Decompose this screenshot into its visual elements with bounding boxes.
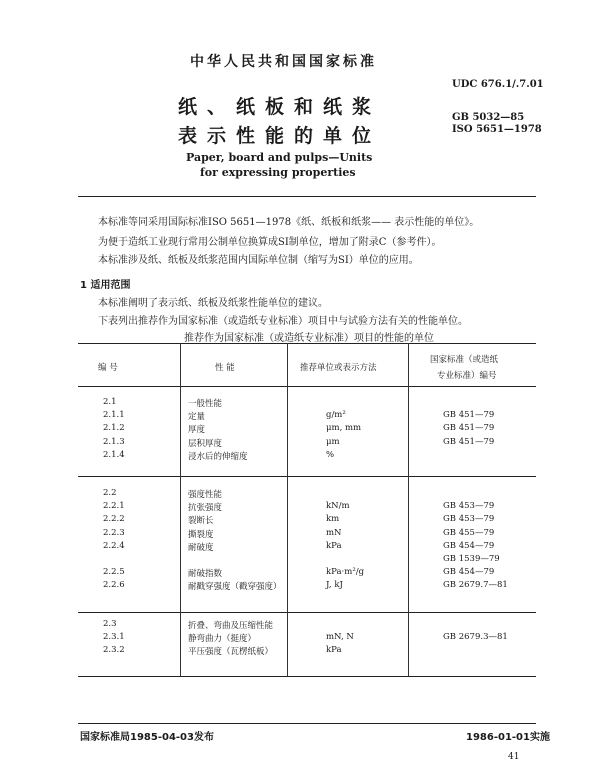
intro-para-3: 本标准涉及纸、纸板及纸浆范围内国际单位制（缩写为SI）单位的应用。 xyxy=(98,255,419,266)
cell-code: 2.1 xyxy=(103,397,117,407)
cell-unit: kPa xyxy=(326,540,342,551)
cell-property: 耐戳穿强度（戳穿强度） xyxy=(188,582,282,593)
cell-code: 2.2.1 xyxy=(103,501,125,512)
cell-standard: GB 451—79 xyxy=(443,410,495,421)
title-line-2: 表示性能的单位 xyxy=(178,125,382,147)
intro-para-2: 为便于造纸工业现行常用公制单位换算成SI制单位，增加了附录C（参考件）。 xyxy=(98,237,442,248)
cell-property: 抗张强度 xyxy=(188,503,223,514)
cell-property: 折叠、弯曲及压缩性能 xyxy=(188,621,274,631)
cell-code: 2.3.1 xyxy=(103,632,125,643)
cell-unit: kPa xyxy=(326,645,342,656)
cell-standard: GB 451—79 xyxy=(443,423,495,434)
header-standard-line-1: 国家标准（或造纸 xyxy=(430,355,499,365)
cell-unit: mN xyxy=(326,527,342,538)
cell-property: 层积厚度 xyxy=(188,438,223,449)
cell-property: 耐破度 xyxy=(188,542,214,553)
cell-property: 浸水后的伸缩度 xyxy=(188,451,248,462)
table-caption: 推荐作为国家标准（或造纸专业标准）项目的性能的单位 xyxy=(184,333,434,344)
cell-standard: GB 1539—79 xyxy=(443,554,500,564)
cell-property: 强度性能 xyxy=(188,490,223,500)
page-number: 41 xyxy=(508,752,520,762)
cell-standard: GB 454—79 xyxy=(443,540,495,551)
section-1-para-1: 本标准阐明了表示纸、纸板及纸浆性能单位的建议。 xyxy=(98,298,328,309)
national-standard-label: 中华人民共和国国家标准 xyxy=(190,54,377,70)
cell-unit: kN/m xyxy=(326,501,350,512)
table-col-divider-2 xyxy=(287,343,288,676)
cell-code: 2.3 xyxy=(103,619,117,629)
header-unit: 推荐单位或表示方法 xyxy=(300,363,377,373)
intro-para-1: 本标准等同采用国际标准ISO 5651—1978《纸、纸板和纸浆—— 表示性能的单位》。 xyxy=(98,217,480,228)
cell-unit: μm xyxy=(326,436,340,447)
header-standard-line-2: 专业标准）编号 xyxy=(437,371,497,381)
cell-unit: kPa·m²/g xyxy=(326,567,365,578)
cell-unit: mN, N xyxy=(326,632,354,643)
effective-date: 1986-01-01实施 xyxy=(466,732,550,743)
cell-unit: g/m² xyxy=(326,410,346,421)
cell-standard: GB 2679.3—81 xyxy=(443,632,508,643)
footer-divider xyxy=(78,723,536,724)
cell-property: 裂断长 xyxy=(188,516,214,527)
table-bottom-rule xyxy=(78,676,536,677)
gb-number: GB 5032—85 xyxy=(452,112,525,123)
cell-standard: GB 451—79 xyxy=(443,436,495,447)
cell-code: 2.2.2 xyxy=(103,514,125,525)
table-col-divider-1 xyxy=(180,343,181,676)
table-col-divider-3 xyxy=(408,343,409,676)
cell-property: 一般性能 xyxy=(188,399,223,409)
iso-number: ISO 5651—1978 xyxy=(452,124,542,135)
table-group-rule-2 xyxy=(78,612,536,613)
cell-property: 撕裂度 xyxy=(188,529,214,540)
udc-code: UDC 676.1/.7.01 xyxy=(452,79,544,90)
title-line-1: 纸、纸板和纸浆 xyxy=(178,96,382,118)
cell-code: 2.2.4 xyxy=(103,540,125,551)
table-top-rule xyxy=(78,343,536,344)
cell-property: 耐破指数 xyxy=(188,569,223,580)
cell-code: 2.1.1 xyxy=(103,410,125,421)
cell-property: 静弯曲力（挺度） xyxy=(188,634,257,645)
english-title-line-1: Paper, board and pulps—Units xyxy=(186,151,373,164)
section-1-para-2: 下表列出推荐作为国家标准（或造纸专业标准）项目中与试验方法有关的性能单位。 xyxy=(98,316,468,327)
cell-code: 2.2.6 xyxy=(103,580,125,591)
cell-unit: % xyxy=(326,449,335,460)
cell-standard: GB 453—79 xyxy=(443,501,495,512)
cell-standard: GB 2679.7—81 xyxy=(443,580,508,591)
table-header-rule xyxy=(78,386,536,387)
cell-unit: km xyxy=(326,514,340,525)
issued-date: 国家标准局1985-04-03发布 xyxy=(80,732,214,743)
cell-code: 2.1.2 xyxy=(103,423,125,434)
cell-code: 2.1.4 xyxy=(103,449,125,460)
table-group-rule-1 xyxy=(78,476,536,477)
cell-property: 平压强度（瓦楞纸板） xyxy=(188,647,274,658)
header-code: 编 号 xyxy=(98,363,118,373)
cell-standard: GB 455—79 xyxy=(443,527,495,538)
cell-code: 2.3.2 xyxy=(103,645,125,656)
header-property: 性 能 xyxy=(215,363,235,373)
cell-standard: GB 453—79 xyxy=(443,514,495,525)
english-title-line-2: for expressing properties xyxy=(200,166,356,179)
cell-standard: GB 454—79 xyxy=(443,567,495,578)
section-1-heading: 1 适用范围 xyxy=(80,280,131,291)
cell-property: 厚度 xyxy=(188,425,206,436)
header-divider xyxy=(78,196,536,197)
cell-code: 2.2 xyxy=(103,488,117,498)
cell-code: 2.1.3 xyxy=(103,436,125,447)
cell-code: 2.2.5 xyxy=(103,567,125,578)
cell-property: 定量 xyxy=(188,412,206,423)
cell-code: 2.2.3 xyxy=(103,527,125,538)
cell-unit: μm, mm xyxy=(326,423,362,434)
cell-unit: J, kJ xyxy=(326,580,343,591)
